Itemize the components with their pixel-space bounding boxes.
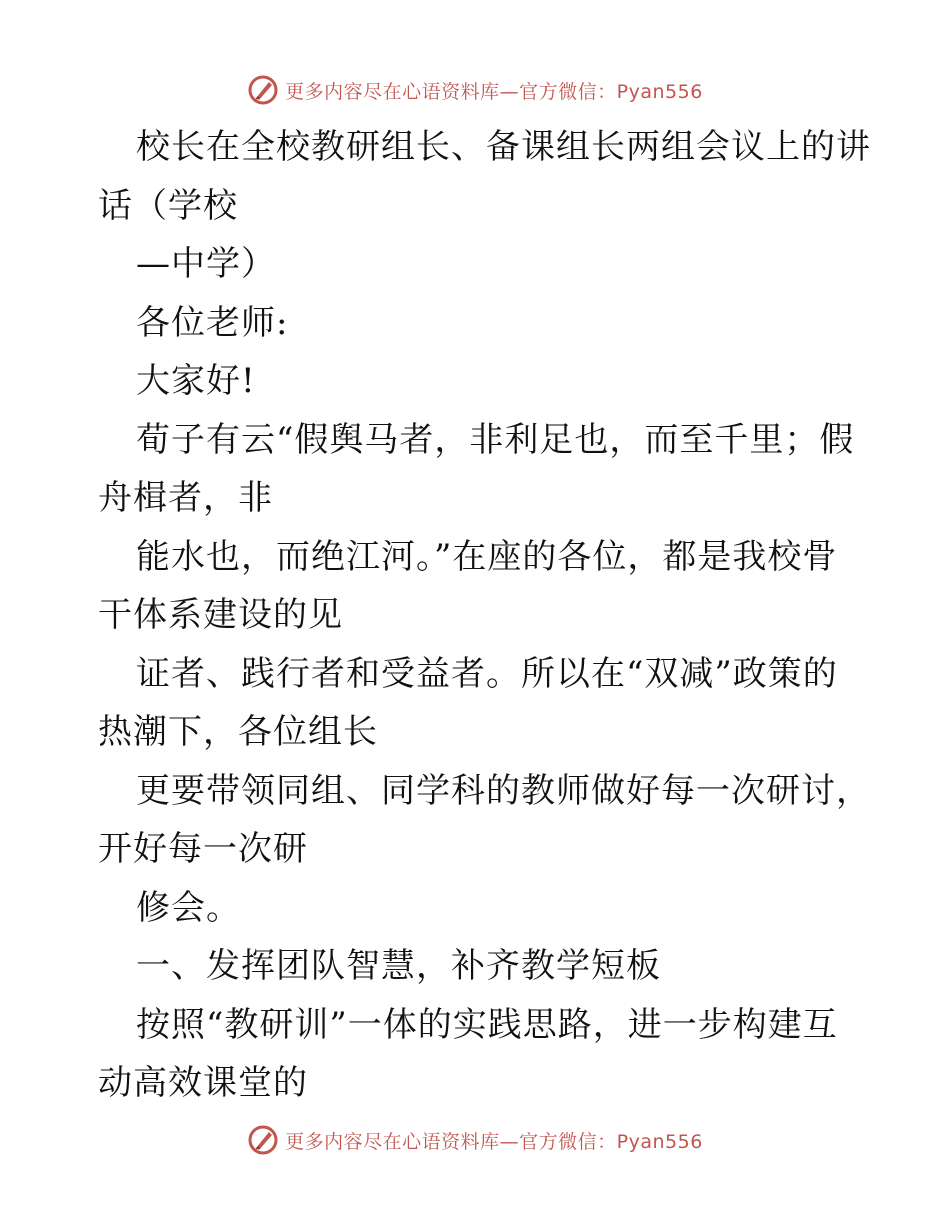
header-banner <box>0 70 950 110</box>
text-line: 更要带领同组、同学科的教师做好每一次研讨， <box>136 770 871 811</box>
text-line: 热潮下，各位组长 <box>98 712 378 752</box>
text-line: 干体系建设的见 <box>98 595 343 635</box>
quill-pen-logo-icon <box>247 1124 279 1156</box>
text-line: 一、发挥团队智慧，补齐教学短板 <box>136 946 661 986</box>
text-line: 各位老师: <box>136 302 289 343</box>
text-line: 舟楫者，非 <box>98 478 273 518</box>
text-line: 校长在全校教研组长、备课组长两组会议上的讲 <box>136 127 871 167</box>
text-line: 修会。 <box>136 887 241 928</box>
banner-text: 更多内容尽在心语资料库—官方微信：Pyan556 <box>285 1130 703 1153</box>
text-line: 能水也，而绝江河。”在座的各位，都是我校骨 <box>136 536 838 577</box>
quill-pen-logo-icon <box>247 74 279 106</box>
text-line: 证者、践行者和受益者。所以在“双减”政策的 <box>136 653 838 694</box>
text-line: 话（学校 <box>98 185 238 226</box>
document-body <box>98 118 871 1113</box>
text-line: 开好每一次研 <box>98 829 308 869</box>
footer-banner <box>0 1120 950 1160</box>
banner-text: 更多内容尽在心语资料库—官方微信：Pyan556 <box>285 80 703 103</box>
text-line: 按照“教研训”一体的实践思路，进一步构建互 <box>136 1004 838 1045</box>
text-line: 动高效课堂的 <box>98 1063 308 1103</box>
text-line: —中学） <box>136 244 276 284</box>
text-line: 荀子有云“假舆马者，非利足也，而至千里；假 <box>136 419 855 460</box>
text-line: 大家好! <box>136 361 256 401</box>
